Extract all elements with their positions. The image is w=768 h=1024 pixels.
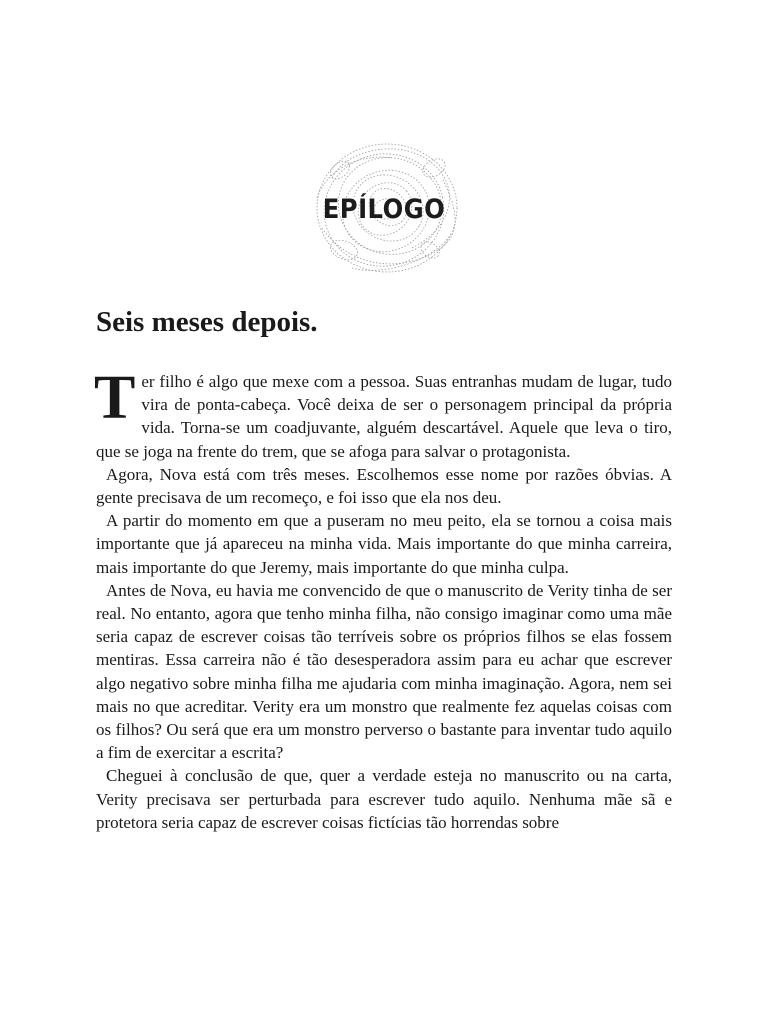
paragraph-2: Agora, Nova está com três meses. Escolhemos esse nome por razões óbvias. A gente precisava de um recomeço, e foi isso que ela nos deu. xyxy=(96,464,672,508)
paragraph-5: Cheguei à conclusão de que, quer a verdade esteja no manuscrito ou na carta, Verity precisava ser perturbada para escrever tudo aquilo. Nenhuma mãe sã e protetora seria capaz de escrever coisas fictícias tão horrendas sobre xyxy=(96,766,672,832)
paragraph-1 xyxy=(94,364,672,463)
paragraph-1-text: er filho é algo que mexe com a pessoa. Suas entranhas mudam de lugar, tudo vira de ponta-cabeça. Você deixa de ser o personagem principal da própria vida. Torna-se um coadjuvante, alguém descartável. Aquele que leva o tiro, que se joga na frente do trem, que se afoga para salvar o protagonista. xyxy=(96,372,672,461)
drop-cap: T xyxy=(94,364,136,432)
body-text xyxy=(94,364,672,834)
paragraph-4: Antes de Nova, eu havia me convencido de que o manuscrito de Verity tinha de ser real. No entanto, agora que tenho minha filha, não consigo imaginar como uma mãe seria capaz de escrever coisas tão terríveis sobre os próprios filhos se elas fossem mentiras. Essa carreira não é tão desesperadora assim para eu achar que escrever algo negativo sobre minha filha me ajudaria com minha imaginação. Agora, nem sei mais no que acreditar. Verity era um monstro que realmente fez aquelas coisas com os filhos? Ou será que era um monstro perverso o bastante para inventar tudo aquilo a fim de exercitar a escrita? xyxy=(96,580,672,763)
chapter-title: EPÍLOGO xyxy=(322,194,446,225)
section-subtitle: Seis meses depois. xyxy=(96,306,318,338)
paragraph-3: A partir do momento em que a puseram no meu peito, ela se tornou a coisa mais importante que já apareceu na minha vida. Mais importante do que minha carreira, mais importante do que Jeremy, mais importante do que minha culpa. xyxy=(96,511,672,577)
